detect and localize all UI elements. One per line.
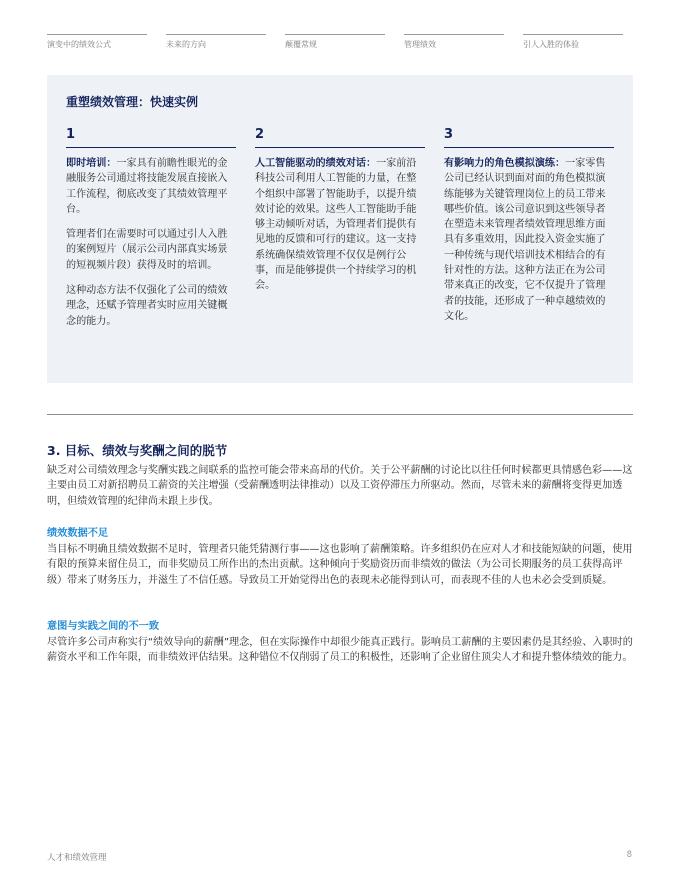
nav-tab-manage-performance[interactable]: 管理绩效 <box>404 34 504 50</box>
section-title: 3. 目标、绩效与奖酬之间的脱节 <box>47 443 228 458</box>
example-text <box>255 156 425 294</box>
example-number: 2 <box>255 127 425 148</box>
example-column-3 <box>444 127 614 324</box>
example-column-1 <box>66 127 236 329</box>
example-paragraph: 管理者们在需要时可以通过引人入胜的案例短片（展示公司内部真实场景的短视频片段）获得及时的培训。 <box>66 229 228 271</box>
example-number: 1 <box>66 127 236 148</box>
example-lead: 有影响力的角色模拟演练： <box>444 158 566 169</box>
insufficient-data-paragraph: 当目标不明确且绩效数据不足时，管理者只能凭猜测行事——这也影响了薪酬策略。许多组织仍在应对人才和技能短缺的问题，使用有限的预算来留住员工，而非奖励员工所作出的杰出贡献。这种倾向于奖励资历而非绩效的做法（为公司长期服务的员工获得高评级）带来了财务压力，并滋生了不信任感。导致员工开始觉得出色的表现未必能得到认可，而表现不佳的人也未必会受到质疑。 <box>47 544 633 586</box>
quick-examples-panel <box>47 75 633 383</box>
subheading-insufficient-data: 绩效数据不足 <box>47 528 109 539</box>
page-number: 8 <box>626 850 632 860</box>
nav-tab-evolving-formula[interactable]: 演变中的绩效公式 <box>47 34 147 50</box>
example-lead: 即时培训： <box>66 158 117 169</box>
section-divider <box>47 414 633 415</box>
section-intro: 缺乏对公司绩效理念与奖酬实践之间联系的监控可能会带来高昂的代价。关于公平薪酬的讨论比以往任何时候都更具情感色彩——这主要由员工对新招聘员工薪资的关注增强（受薪酬透明法律推动）以及工资停滞压力所驱动。然而，尽管未来的薪酬将变得更加透明，但绩效管理的纪律尚未跟上步伐。 <box>47 465 633 507</box>
example-text <box>66 156 236 217</box>
intent-mismatch-paragraph: 尽管许多公司声称实行“绩效导向的薪酬”理念，但在实际操作中却很少能真正践行。影响员工薪酬的主要因素仍是其经验、入职时的薪资水平和工作年限，而非绩效评估结果。这种错位不仅削弱了员工的积极性，还影响了企业留住顶尖人才和提升整体绩效的能力。 <box>47 637 633 664</box>
example-column-2 <box>255 127 425 294</box>
example-body: 一家具有前瞻性眼光的金融服务公司通过将技能发展直接嵌入工作流程，彻底改变了其绩效管理平台。 <box>66 158 228 215</box>
nav-tab-future-direction[interactable]: 未来的方向 <box>166 34 266 50</box>
example-paragraph: 这种动态方法不仅强化了公司的绩效理念，还赋予管理者实时应用关键概念的能力。 <box>66 285 228 327</box>
top-navigation <box>47 34 633 54</box>
panel-title: 重塑绩效管理：快速实例 <box>66 95 199 109</box>
nav-tab-disrupt-convention[interactable]: 颠覆常规 <box>285 34 385 50</box>
example-lead: 人工智能驱动的绩效对话： <box>255 158 377 169</box>
footer-title: 人才和绩效管理 <box>47 853 107 863</box>
example-body: 一家零售公司已经认识到面对面的角色模拟演练能够为关键管理岗位上的员工带来哪些价值。该公司意识到这些领导者在塑造未来管理者绩效管理思维方面具有多重效用，因此投入资金实施了一种传统与现代培训技术相结合的有针对性的方法。这种方法正在为公司带来真正的改变，它不仅提升了管理者的技能，还形成了一种卓越绩效的文化。 <box>444 158 606 322</box>
subheading-intent-mismatch: 意图与实践之间的不一致 <box>47 621 160 632</box>
example-text <box>444 156 614 324</box>
example-body: 一家前沿科技公司利用人工智能的力量，在整个组织中部署了智能助手，以提升绩效讨论的效果。这些人工智能助手能够主动倾听对话，为管理者们提供有见地的反馈和可行的建议。这一支持系统确保绩效管理不仅仅是例行公事，而是能够提供一个持续学习的机会。 <box>255 158 417 292</box>
example-number: 3 <box>444 127 614 148</box>
nav-tab-engaging-experience[interactable]: 引人入胜的体验 <box>523 34 623 50</box>
